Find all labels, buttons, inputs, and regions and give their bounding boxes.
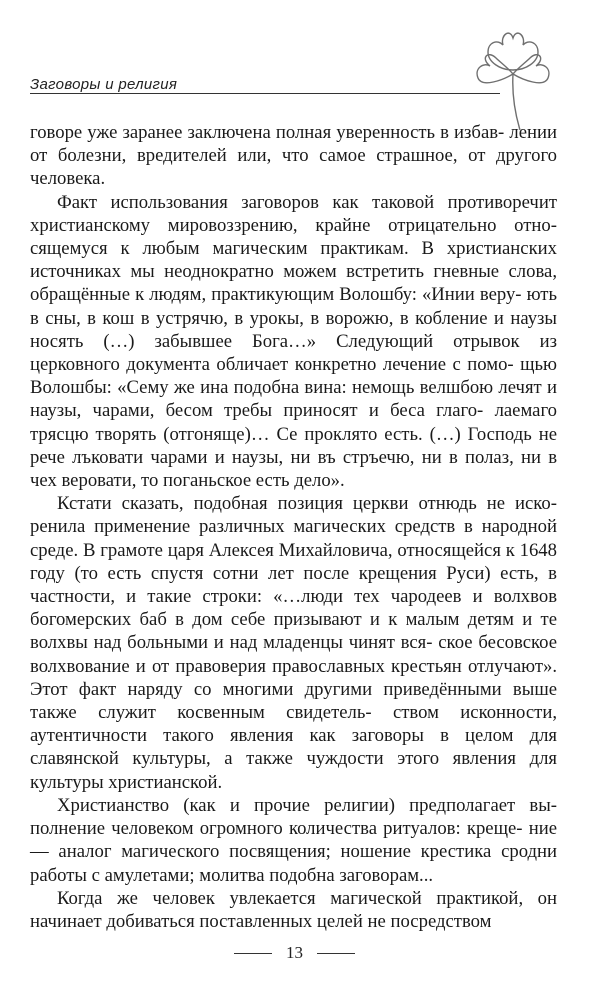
footer-dash-left xyxy=(234,953,272,954)
text-line: ють в сны, в кош в устрячю, в урокы, в ворожю, в кобление и xyxy=(30,284,557,329)
text-line: среде. В грамоте царя Алексея Михайловича, относящейся xyxy=(30,539,501,561)
text-line: Кстати сказать, подобная позиция церкви отнюдь не иско- xyxy=(57,493,557,515)
text-line: детям и те волхвы над больными и над младенцы чинят вся- xyxy=(30,609,558,654)
text-line: христианскому мировоззрению, крайне отрицательно отно- xyxy=(30,214,557,236)
page-footer xyxy=(0,942,589,963)
text-line: Господь не рече лъковати чарами и наузы, ни въ стръечю, ни xyxy=(30,423,557,468)
clover-icon xyxy=(470,22,556,134)
text-line: наузы носять (…) забывшее Бога…» Следующий отрывок из xyxy=(30,307,557,352)
text-line: начинает добиваться поставленных целей не посредством xyxy=(30,910,492,932)
text-line: в целом для славянской культуры, а также чуждости этого xyxy=(30,725,558,770)
paragraph xyxy=(30,191,557,493)
text-line: сродни работы с амулетами; молитва подобна заговорам... xyxy=(30,841,558,886)
text-line: источниках мы неоднократно можем встретить гневные слова, xyxy=(30,261,557,283)
text-line: Христианство (как и прочие религии) предполагает вы- xyxy=(57,794,557,816)
text-line: говоре уже заранее заключена полная уверенность в избав- xyxy=(30,122,505,143)
text-line: лечят и наузы, чарами, бесом требы приносят и беса глаго- xyxy=(30,377,557,422)
text-line: ством исконности, аутентичности такого явления как заговоры xyxy=(30,702,557,747)
text-line: к 1648 году (то есть спустя сотни лет после крещения Руси) xyxy=(30,539,557,584)
text-line: церковного документа обличает конкретно лечение с помо- xyxy=(30,354,514,376)
text-line: есть, в частности, и такие строки: «…люди тех чародеев и xyxy=(30,562,557,608)
text-line: в полаз, ни в чех веровати, то поганьское есть дело». xyxy=(30,446,558,492)
text-line: ренила применение различных магических средств в народной xyxy=(30,516,557,538)
body-text xyxy=(30,121,557,933)
paragraph xyxy=(30,794,557,887)
footer-dash-right xyxy=(317,953,355,954)
text-line: обращённые к людям, практикующим Волошбу: «Инии веру- xyxy=(30,284,522,306)
text-line: сящемуся к любым магическим практикам. В христианских xyxy=(30,238,557,260)
text-line: Факт использования заговоров как таковой противоречит xyxy=(57,191,557,213)
text-line: волхвов богомерских баб в дом себе призывают и к малым xyxy=(30,586,558,631)
header-rule xyxy=(30,93,500,94)
text-line: крестьян отлучают». Этот факт наряду со многими другими xyxy=(30,655,558,700)
text-line: лаемаго трясцю творять (отгоняще)… Се проклято есть. (…) xyxy=(30,400,558,445)
text-line: щью Волошбы: «Сему же ина подобна вина: немощь велшбою xyxy=(30,354,557,399)
text-line: лении от болезни, вредителей или, что самое страшное, от xyxy=(30,122,558,167)
text-line: ние — аналог магического посвящения; ношение крестика xyxy=(30,818,558,863)
paragraph xyxy=(30,121,557,191)
text-line: Когда же человек увлекается магической практикой, он xyxy=(57,887,557,909)
page-number: 13 xyxy=(286,943,303,963)
text-line: другого человека. xyxy=(30,145,557,190)
text-line: ское бесовское волхвование и от правоверия православных xyxy=(30,632,557,677)
text-line: приведёнными выше также служит косвенным свидетель- xyxy=(30,678,557,724)
text-line: полнение человеком огромного количества ритуалов: креще- xyxy=(30,818,523,840)
running-header: Заговоры и религия xyxy=(30,76,178,93)
paragraph xyxy=(30,887,557,933)
paragraph xyxy=(30,492,557,794)
text-line: явления для культуры христианской. xyxy=(30,748,558,793)
